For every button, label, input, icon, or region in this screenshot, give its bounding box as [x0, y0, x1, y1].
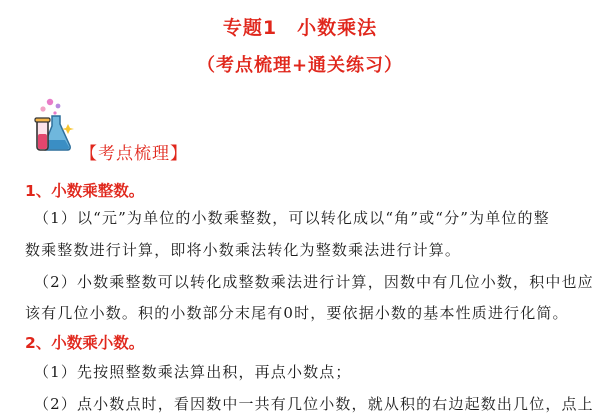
paragraph-line: 该有几位小数。积的小数部分末尾有0时，要依据小数的基本性质进行化简。	[25, 304, 569, 322]
page-subtitle: （考点梳理+通关练习）	[196, 55, 404, 76]
section-heading-1: 1、小数乘整数。	[25, 182, 145, 200]
paragraph-line: （1）先按照整数乘法算出积，再点小数点；	[34, 363, 352, 381]
paragraph-line: （1）以“元”为单位的小数乘整数，可以转化成以“角”或“分”为单位的整	[34, 209, 550, 227]
section-heading-2: 2、小数乘小数。	[25, 334, 145, 352]
paragraph-line: （2）小数乘整数可以转化成整数乘法进行计算，因数中有几位小数，积中也应	[34, 273, 594, 291]
page-title: 专题1 小数乘法	[222, 17, 378, 39]
paragraph-line: （2）点小数点时，看因数中一共有几位小数，就从积的右边起数出几位，点上	[34, 395, 594, 413]
science-flask-icon	[28, 96, 74, 156]
section-tag: 【考点梳理】	[80, 144, 188, 164]
paragraph-line: 数乘整数进行计算，即将小数乘法转化为整数乘法进行计算。	[25, 241, 462, 259]
